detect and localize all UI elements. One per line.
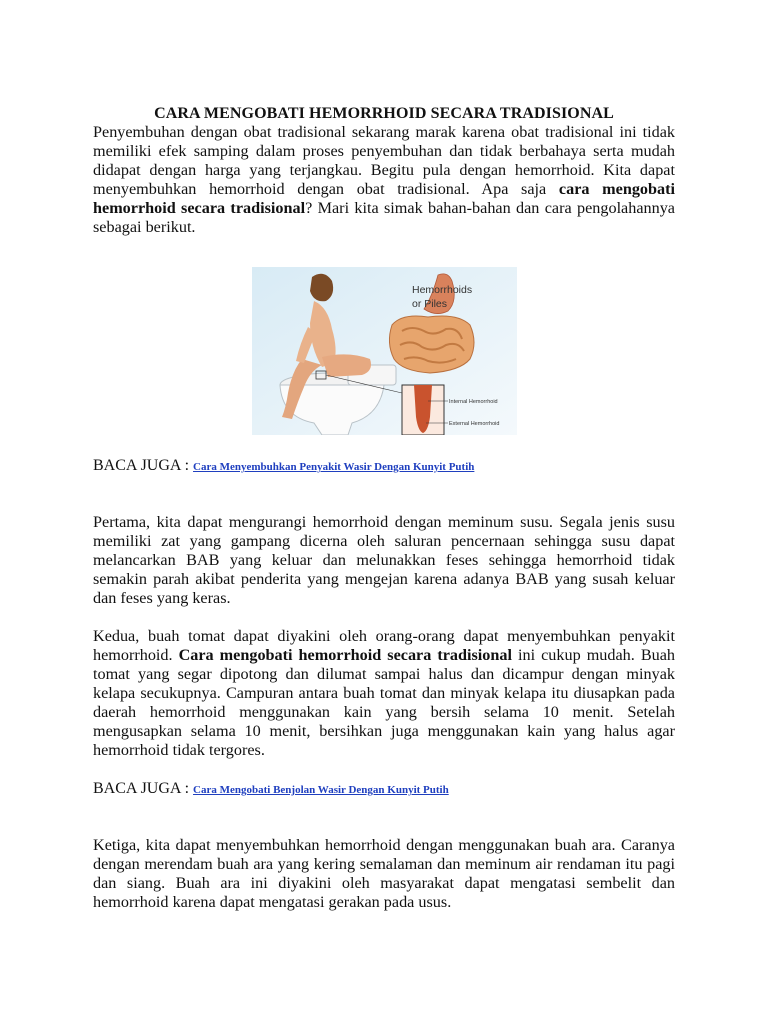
see-also-2 xyxy=(93,779,675,800)
paragraph-second-start: Kedua, buah tomat dapat diyakini oleh orang-orang dapat menyembuhkan penyakit hemorrhoid. xyxy=(93,627,675,664)
paragraph-second-bold: Cara mengobati hemorrhoid secara tradisional xyxy=(178,646,512,664)
intro-text-end: ? Mari kita simak bahan-bahan dan cara pengolahannya sebagai berikut. xyxy=(93,199,675,236)
hemorrhoid-illustration xyxy=(252,267,517,435)
internal-hemorrhoid-label: Internal Hemorrhoid xyxy=(449,399,498,405)
see-also-1-link[interactable]: Cara Menyembuhkan Penyakit Wasir Dengan Kunyit Putih xyxy=(193,461,475,473)
figure-label-line1: Hemorrhoids xyxy=(412,284,473,296)
see-also-1-prefix: BACA JUGA : xyxy=(93,457,194,474)
see-also-2-link[interactable]: Cara Mengobati Benjolan Wasir Dengan Kunyit Putih xyxy=(193,784,449,796)
intro-bold-phrase: cara mengobati hemorrhoid secara tradisional xyxy=(93,180,676,217)
document-content xyxy=(93,104,675,912)
paragraph-third: Ketiga, kita dapat menyembuhkan hemorrhoid dengan menggunakan buah ara. Caranya dengan merendam buah ara yang kering semalaman dan meminum air rendaman itu pagi dan siang. Buah ara ini diyakini oleh masyarakat dapat mengatasi sembelit dan hemorrhoid karena dapat mengatasi gerakan pada usus. xyxy=(93,836,675,911)
intro-paragraph xyxy=(93,123,675,237)
intro-text-start: Penyembuhan dengan obat tradisional sekarang marak karena obat tradisional ini tidak memiliki efek samping dalam proses penyembuhan dan tidak berbahaya serta mudah didapat dengan harga yang terjangkau. Begitu pula dengan hemorrhoid. Kita dapat menyembuhkan hemorrhoid dengan obat tradisional. Apa saja xyxy=(93,123,675,198)
paragraph-second xyxy=(93,627,675,760)
page-title: CARA MENGOBATI HEMORRHOID SECARA TRADISIONAL xyxy=(154,105,614,122)
intestines-drawing xyxy=(389,316,474,373)
figure-label-line2: or Piles xyxy=(412,298,448,310)
paragraph-second-end: ini cukup mudah. Buah tomat yang segar dipotong dan dilumat sampai halus dan dicampur dengan minyak kelapa secukupnya. Campuran antara buah tomat dan minyak kelapa itu diusapkan pada daerah hemorrhoid menggunakan kain yang bersih selama 10 menit. Setelah mengusapkan selama 10 menit, bersihkan juga menggunakan kain yang halus agar hemorrhoid tidak tergores. xyxy=(93,646,675,759)
see-also-1 xyxy=(93,456,675,477)
paragraph-first: Pertama, kita dapat mengurangi hemorrhoid dengan meminum susu. Segala jenis susu memiliki zat yang gampang dicerna oleh saluran pencernaan sehingga susu dapat melancarkan BAB yang keluar dan melunakkan feses sehingga hemorrhoid tidak semakin parah akibat penderita yang mengejan karena adanya BAB yang susah keluar dan feses yang keras. xyxy=(93,513,675,607)
illustration-svg xyxy=(252,267,517,435)
see-also-2-prefix: BACA JUGA : xyxy=(93,780,194,797)
external-hemorrhoid-label: External Hemorrhoid xyxy=(449,421,500,427)
